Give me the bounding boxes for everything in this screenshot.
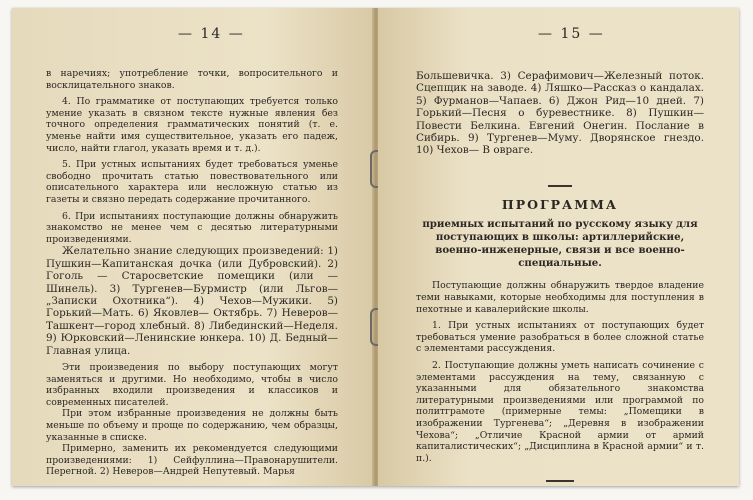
paragraph: 6. При испытаниях поступающие должны обнаружить знакомство не менее чем с десятью литературными произведениями. (46, 210, 338, 245)
right-page-text (416, 70, 704, 482)
divider-rule (546, 480, 574, 482)
paragraph: 1. При устных испытаниях от поступающих будет требоваться умение разобраться в более сложной статье с элементами рассуждения. (416, 320, 704, 355)
paragraph: 4. По грамматике от поступающих требуется только умение указать в связном тексте нужные явления без точного определения грамматических понятий (т. е. уменье найти имя существительное, указать его падеж, число, найти глагол, указать время и т. д.). (46, 96, 338, 154)
divider-rule (548, 185, 572, 187)
paragraph: Поступающие должны обнаружить твердое владение теми навыками, которые необходимы для поступления в пехотные и кавалерийские школы. (416, 280, 704, 315)
paragraph: При этом избранные произведения не должны быть меньше по объему и проще по содержанию, чем образцы, указанные в списке. (46, 408, 338, 443)
left-page-text (46, 68, 338, 478)
paragraph: Эти произведения по выбору поступающих могут заменяться и другими. Но необходимо, чтобы в число избранных входили произведения и классиков и современных писателей. (46, 361, 338, 408)
paragraph: Желательно знание следующих произведений: 1) Пушкин—Капитанская дочка (или Дубровский). 2) Гоголь — Старосветские помещики (или — Шинель). 3) Тургенев—Бурмистр (или Льгов—„Записки Охотника“). 4) Чехов—Мужики. 5) Горький—Мать. 6) Яковлев— Октябрь. 7) Неверов—Ташкент—город хлебный. 8) Либединский—Неделя. 9) Юрковский—Ленинские юнкера. 10) Д. Бедный— Главная улица. (46, 245, 338, 357)
program-subtitle: приемных испытаний по русскому языку для поступающих в школы: артиллерийские, военно-инженерные, связи и все военно-специальные. (422, 218, 698, 270)
page-number-right: — 15 — (538, 26, 605, 42)
right-page (378, 8, 739, 486)
program-title: ПРОГРАММА (501, 196, 619, 212)
paragraph: 5. При устных испытаниях будет требоваться уменье свободно прочитать статью повествовательного или описательного характера или несложную статью из газеты и связно передать содержание прочитанного. (46, 159, 338, 205)
paragraph: Большевичка. 3) Серафимович—Железный поток. Сцепщик на заводе. 4) Ляшко—Рассказ о кандалах. 5) Фурманов—Чапаев. 6) Джон Рид—10 дней. 7) Горький—Песня о буревестнике. 8) Пушкин— Повести Белкина. Евгений Онегин. Послание в Сибирь. 9) Тургенев—Муму. Дворянское гнездо. 10) Чехов— В овраге. (416, 70, 704, 157)
left-page (12, 8, 374, 486)
paragraph: 2. Поступающие должны уметь написать сочинение с элементами рассуждения на тему, связанную с указанными для обязательного знакомства литературными произведениями или программой по политграмоте (примерные темы: „Помещики в изображении Тургенева“; „Деревня в изображении Чехова“; „Отличие Красной армии от армий капиталистических“; „Дисциплина в Красной армии“ и т. п.). (416, 360, 704, 464)
paragraph: Примерно, заменить их рекомендуется следующими произведениями: 1) Сейфуллина—Правонарушители. Перегной. 2) Неверов—Андрей Непутевый. Марья (46, 443, 338, 478)
paragraph: в наречиях; употребление точки, вопросительного и восклицательного знаков. (46, 68, 338, 91)
page-number-left: — 14 — (178, 26, 245, 42)
booklet-spread (12, 8, 739, 486)
